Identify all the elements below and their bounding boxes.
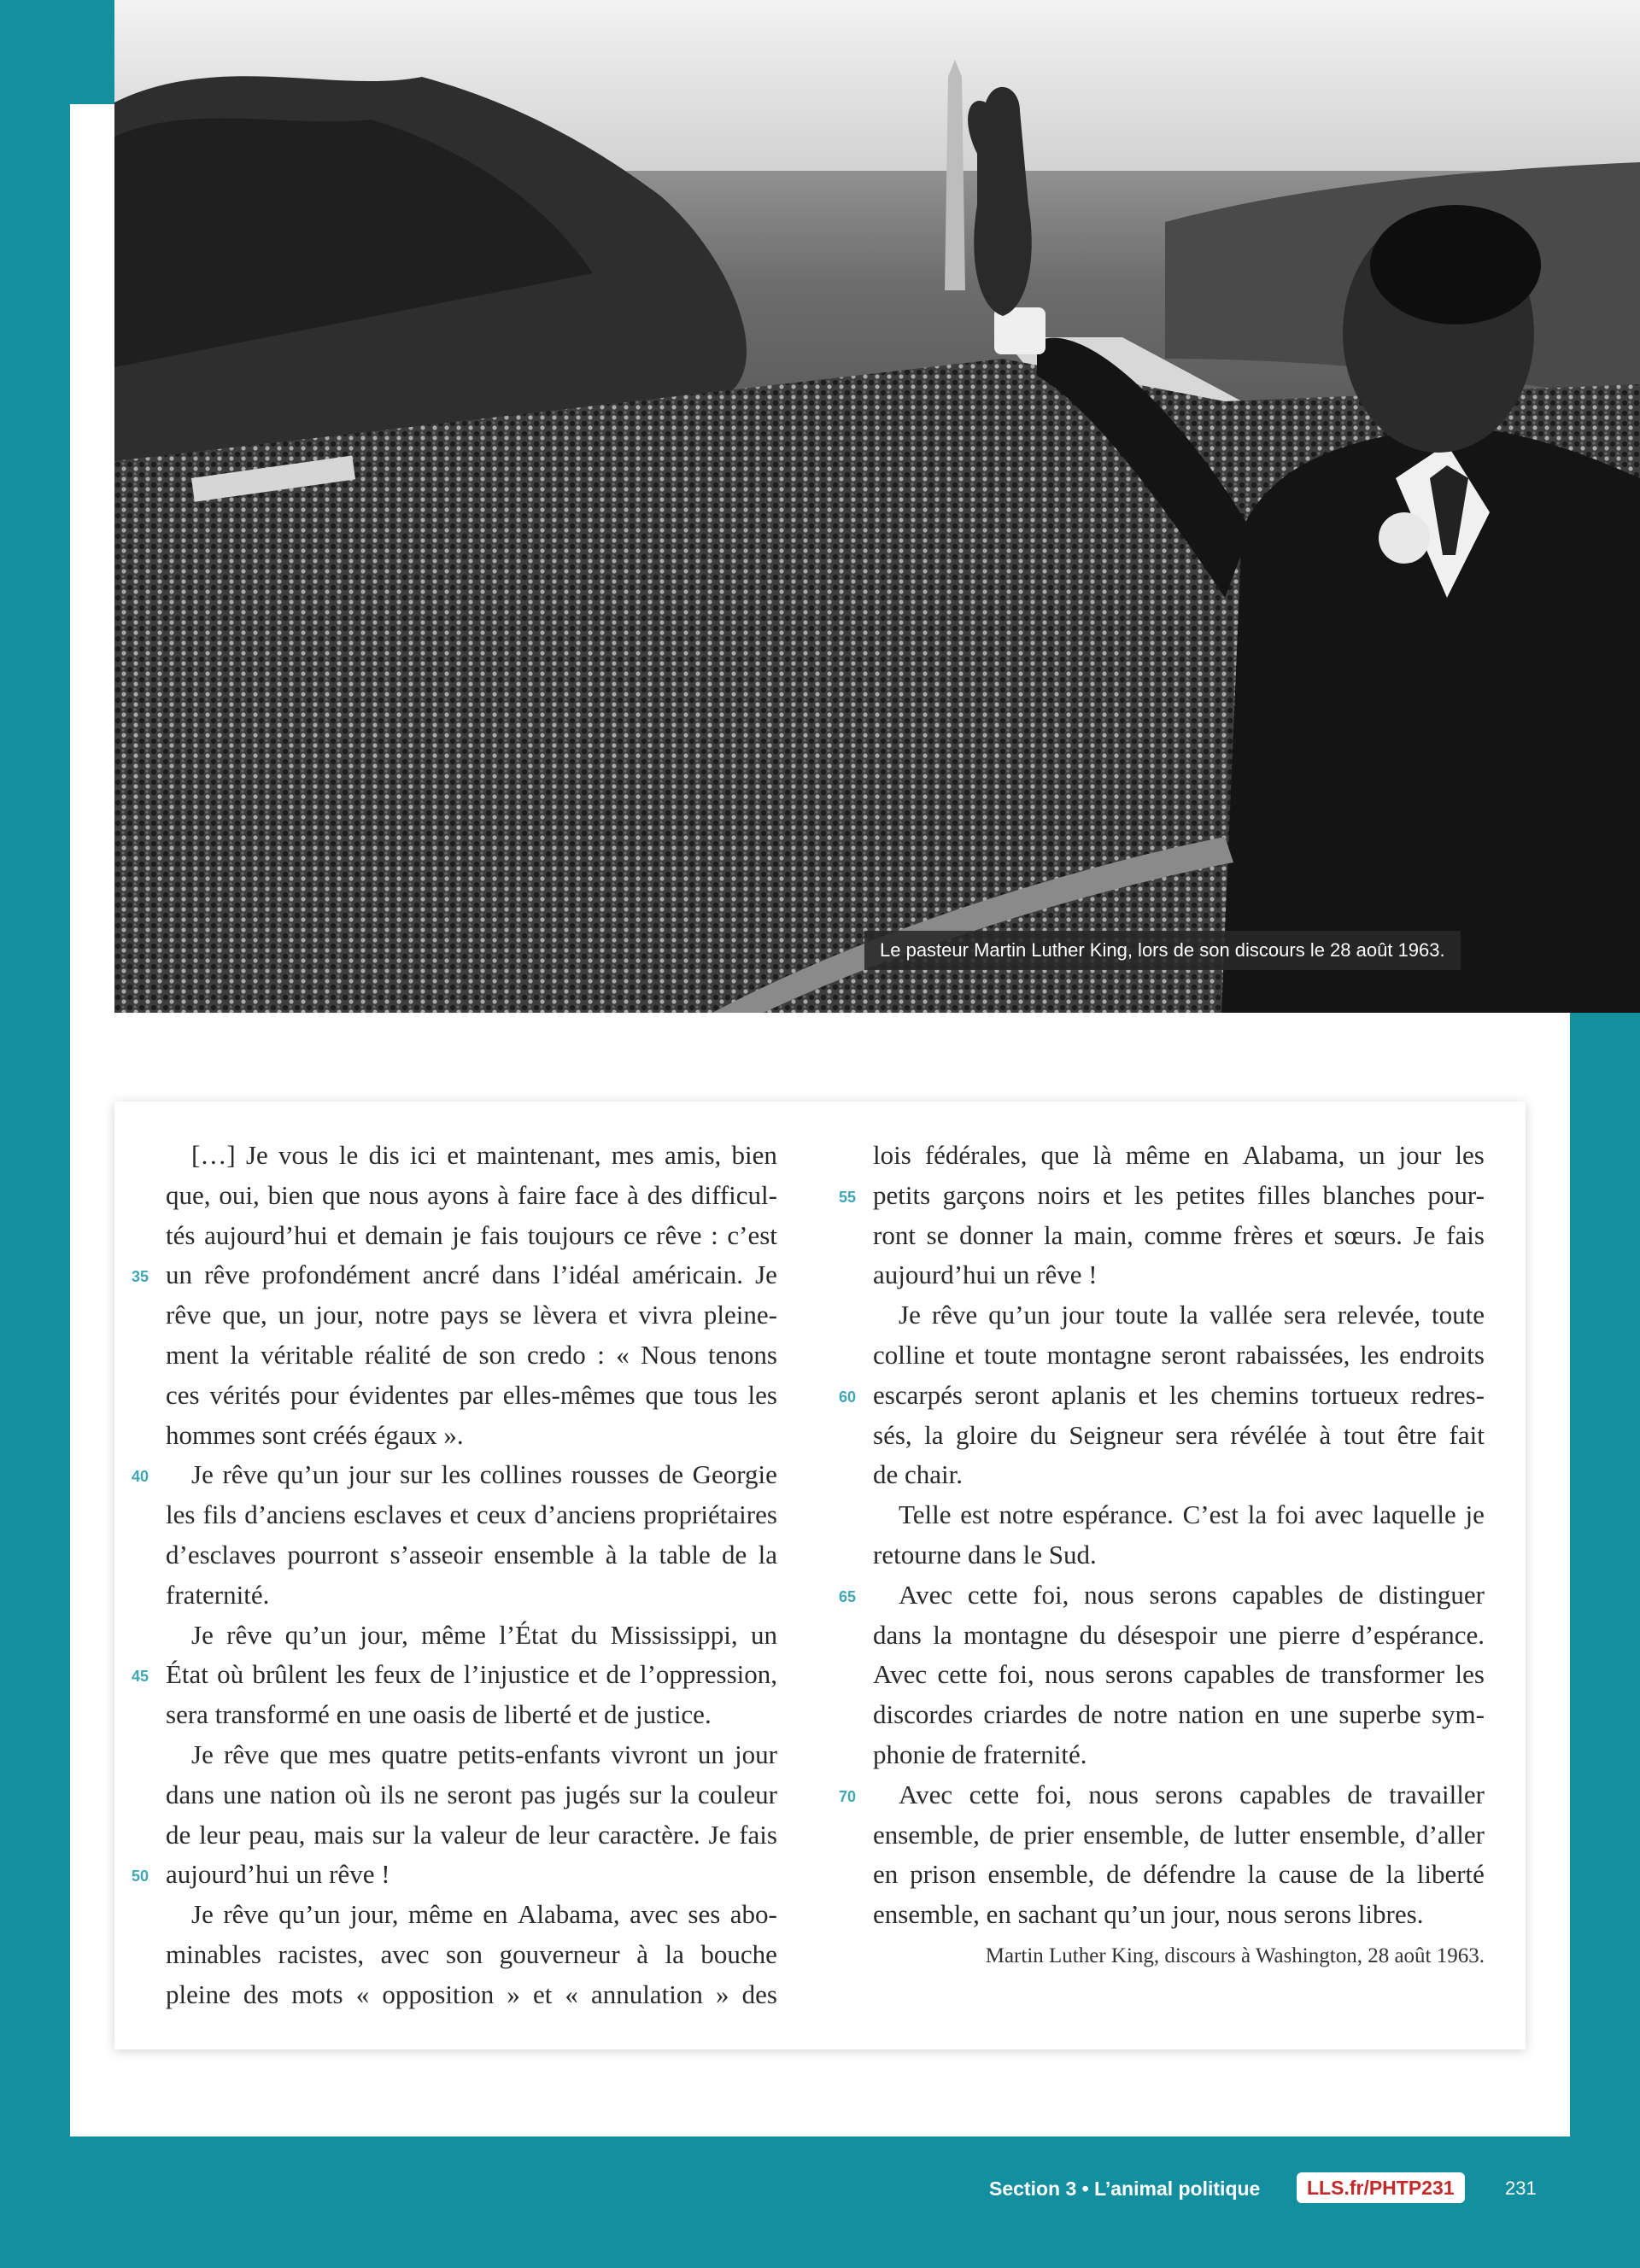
speech-text-box bbox=[114, 1102, 1526, 2049]
text-line: ment la véritable réalité de son credo : « Nous tenons bbox=[166, 1339, 777, 1370]
text-line: 35 un rêve profondément ancré dans l’idéal américain. Je bbox=[166, 1255, 777, 1295]
text-line: dans une nation où ils ne seront pas jugés sur la couleur bbox=[166, 1779, 777, 1809]
photo-illustration bbox=[114, 0, 1640, 1013]
line-number: 35 bbox=[132, 1268, 149, 1286]
text-line: hommes sont créés égaux ». bbox=[166, 1419, 464, 1450]
text-line: en prison ensemble, de défendre la cause de la liberté bbox=[873, 1859, 1485, 1890]
text-line: les fils d’anciens esclaves et ceux d’anciens propriétaires bbox=[166, 1499, 777, 1530]
text-line: retourne dans le Sud. bbox=[873, 1539, 1097, 1569]
line-number: 70 bbox=[839, 1787, 857, 1805]
line-number: 50 bbox=[132, 1868, 149, 1885]
text-line: de leur peau, mais sur la valeur de leur caractère. Je fais bbox=[166, 1819, 777, 1850]
text-line: Je rêve que mes quatre petits-enfants vivront un jour bbox=[191, 1739, 777, 1769]
line-number: 60 bbox=[839, 1388, 857, 1406]
text-line: ces vérités pour évidentes par elles-mêmes que tous les bbox=[166, 1379, 777, 1410]
text-line: Je rêve qu’un jour toute la vallée sera relevée, toute bbox=[899, 1300, 1485, 1330]
photo-martin-luther-king bbox=[114, 0, 1640, 1013]
text-line: ensemble, de prier ensemble, de lutter ensemble, d’aller bbox=[873, 1819, 1485, 1850]
line-number: 65 bbox=[839, 1587, 857, 1605]
speech-source: Martin Luther King, discours à Washington, 28 août 1963. bbox=[985, 1944, 1485, 1967]
text-line: ensemble, en sachant qu’un jour, nous serons libres. bbox=[873, 1899, 1424, 1930]
left-column bbox=[132, 1136, 777, 2015]
right-column bbox=[839, 1136, 1485, 1977]
text-line: d’esclaves pourront s’asseoir ensemble à la table de la bbox=[166, 1539, 777, 1569]
text-line: Avec cette foi, nous serons capables de transformer les bbox=[873, 1659, 1485, 1690]
text-line: sera transformé en une oasis de liberté et de justice. bbox=[166, 1699, 712, 1730]
line-number: 45 bbox=[132, 1668, 149, 1686]
footer-section-title: Section 3 • L’animal politique bbox=[989, 2177, 1261, 2200]
text-line: 60 escarpés seront aplanis et les chemins tortueux redres- bbox=[873, 1376, 1485, 1416]
text-line: 65 Avec cette foi, nous serons capables de distinguer bbox=[873, 1575, 1485, 1616]
text-line: aujourd’hui un rêve ! bbox=[873, 1260, 1098, 1290]
text-line: Je rêve qu’un jour, même en Alabama, avec ses abo- bbox=[191, 1899, 777, 1930]
photo-caption: Le pasteur Martin Luther King, lors de son discours le 28 août 1963. bbox=[864, 931, 1461, 970]
text-line: 45 État où brûlent les feux de l’injustice et de l’oppression, bbox=[166, 1655, 777, 1695]
text-line: 70 Avec cette foi, nous serons capables de travailler bbox=[873, 1775, 1485, 1815]
text-line: […] Je vous le dis ici et maintenant, mes amis, bien bbox=[191, 1140, 777, 1170]
footer-link[interactable]: LLS.fr/PHTP231 bbox=[1297, 2172, 1465, 2203]
text-line: sés, la gloire du Seigneur sera révélée à tout être fait bbox=[873, 1419, 1485, 1450]
text-line: ront se donner la main, comme frères et sœurs. Je fais bbox=[873, 1219, 1485, 1250]
text-line: dans la montagne du désespoir une pierre d’espérance. bbox=[873, 1619, 1485, 1650]
text-line: Je rêve qu’un jour, même l’État du Mississippi, un bbox=[191, 1619, 777, 1650]
text-line: 55 petits garçons noirs et les petites filles blanches pour- bbox=[873, 1176, 1485, 1216]
text-line: que, oui, bien que nous ayons à faire face à des difficul- bbox=[166, 1179, 777, 1210]
text-line: minables racistes, avec son gouverneur à la bouche bbox=[166, 1938, 777, 1969]
text-line: pleine des mots « opposition » et « annulation » des bbox=[166, 1979, 777, 2009]
page-footer bbox=[0, 2167, 1640, 2210]
text-line: 50 aujourd’hui un rêve ! bbox=[166, 1855, 777, 1895]
text-line: discordes criardes de notre nation en une superbe sym- bbox=[873, 1699, 1485, 1730]
text-line: colline et toute montagne seront rabaissées, les endroits bbox=[873, 1339, 1485, 1370]
text-line: rêve que, un jour, notre pays se lèvera et vivra pleine- bbox=[166, 1300, 777, 1330]
text-line: Telle est notre espérance. C’est la foi avec laquelle je bbox=[899, 1499, 1485, 1530]
text-line: de chair. bbox=[873, 1459, 964, 1490]
text-line: phonie de fraternité. bbox=[873, 1739, 1087, 1769]
page-number: 231 bbox=[1505, 2177, 1537, 2199]
text-line: fraternité. bbox=[166, 1579, 270, 1610]
text-line: 40 Je rêve qu’un jour sur les collines rousses de Georgie bbox=[166, 1455, 777, 1495]
line-number: 40 bbox=[132, 1468, 149, 1486]
text-line: lois fédérales, que là même en Alabama, un jour les bbox=[873, 1140, 1485, 1170]
line-number: 55 bbox=[839, 1188, 857, 1206]
text-line: tés aujourd’hui et demain je fais toujours ce rêve : c’est bbox=[166, 1219, 777, 1250]
